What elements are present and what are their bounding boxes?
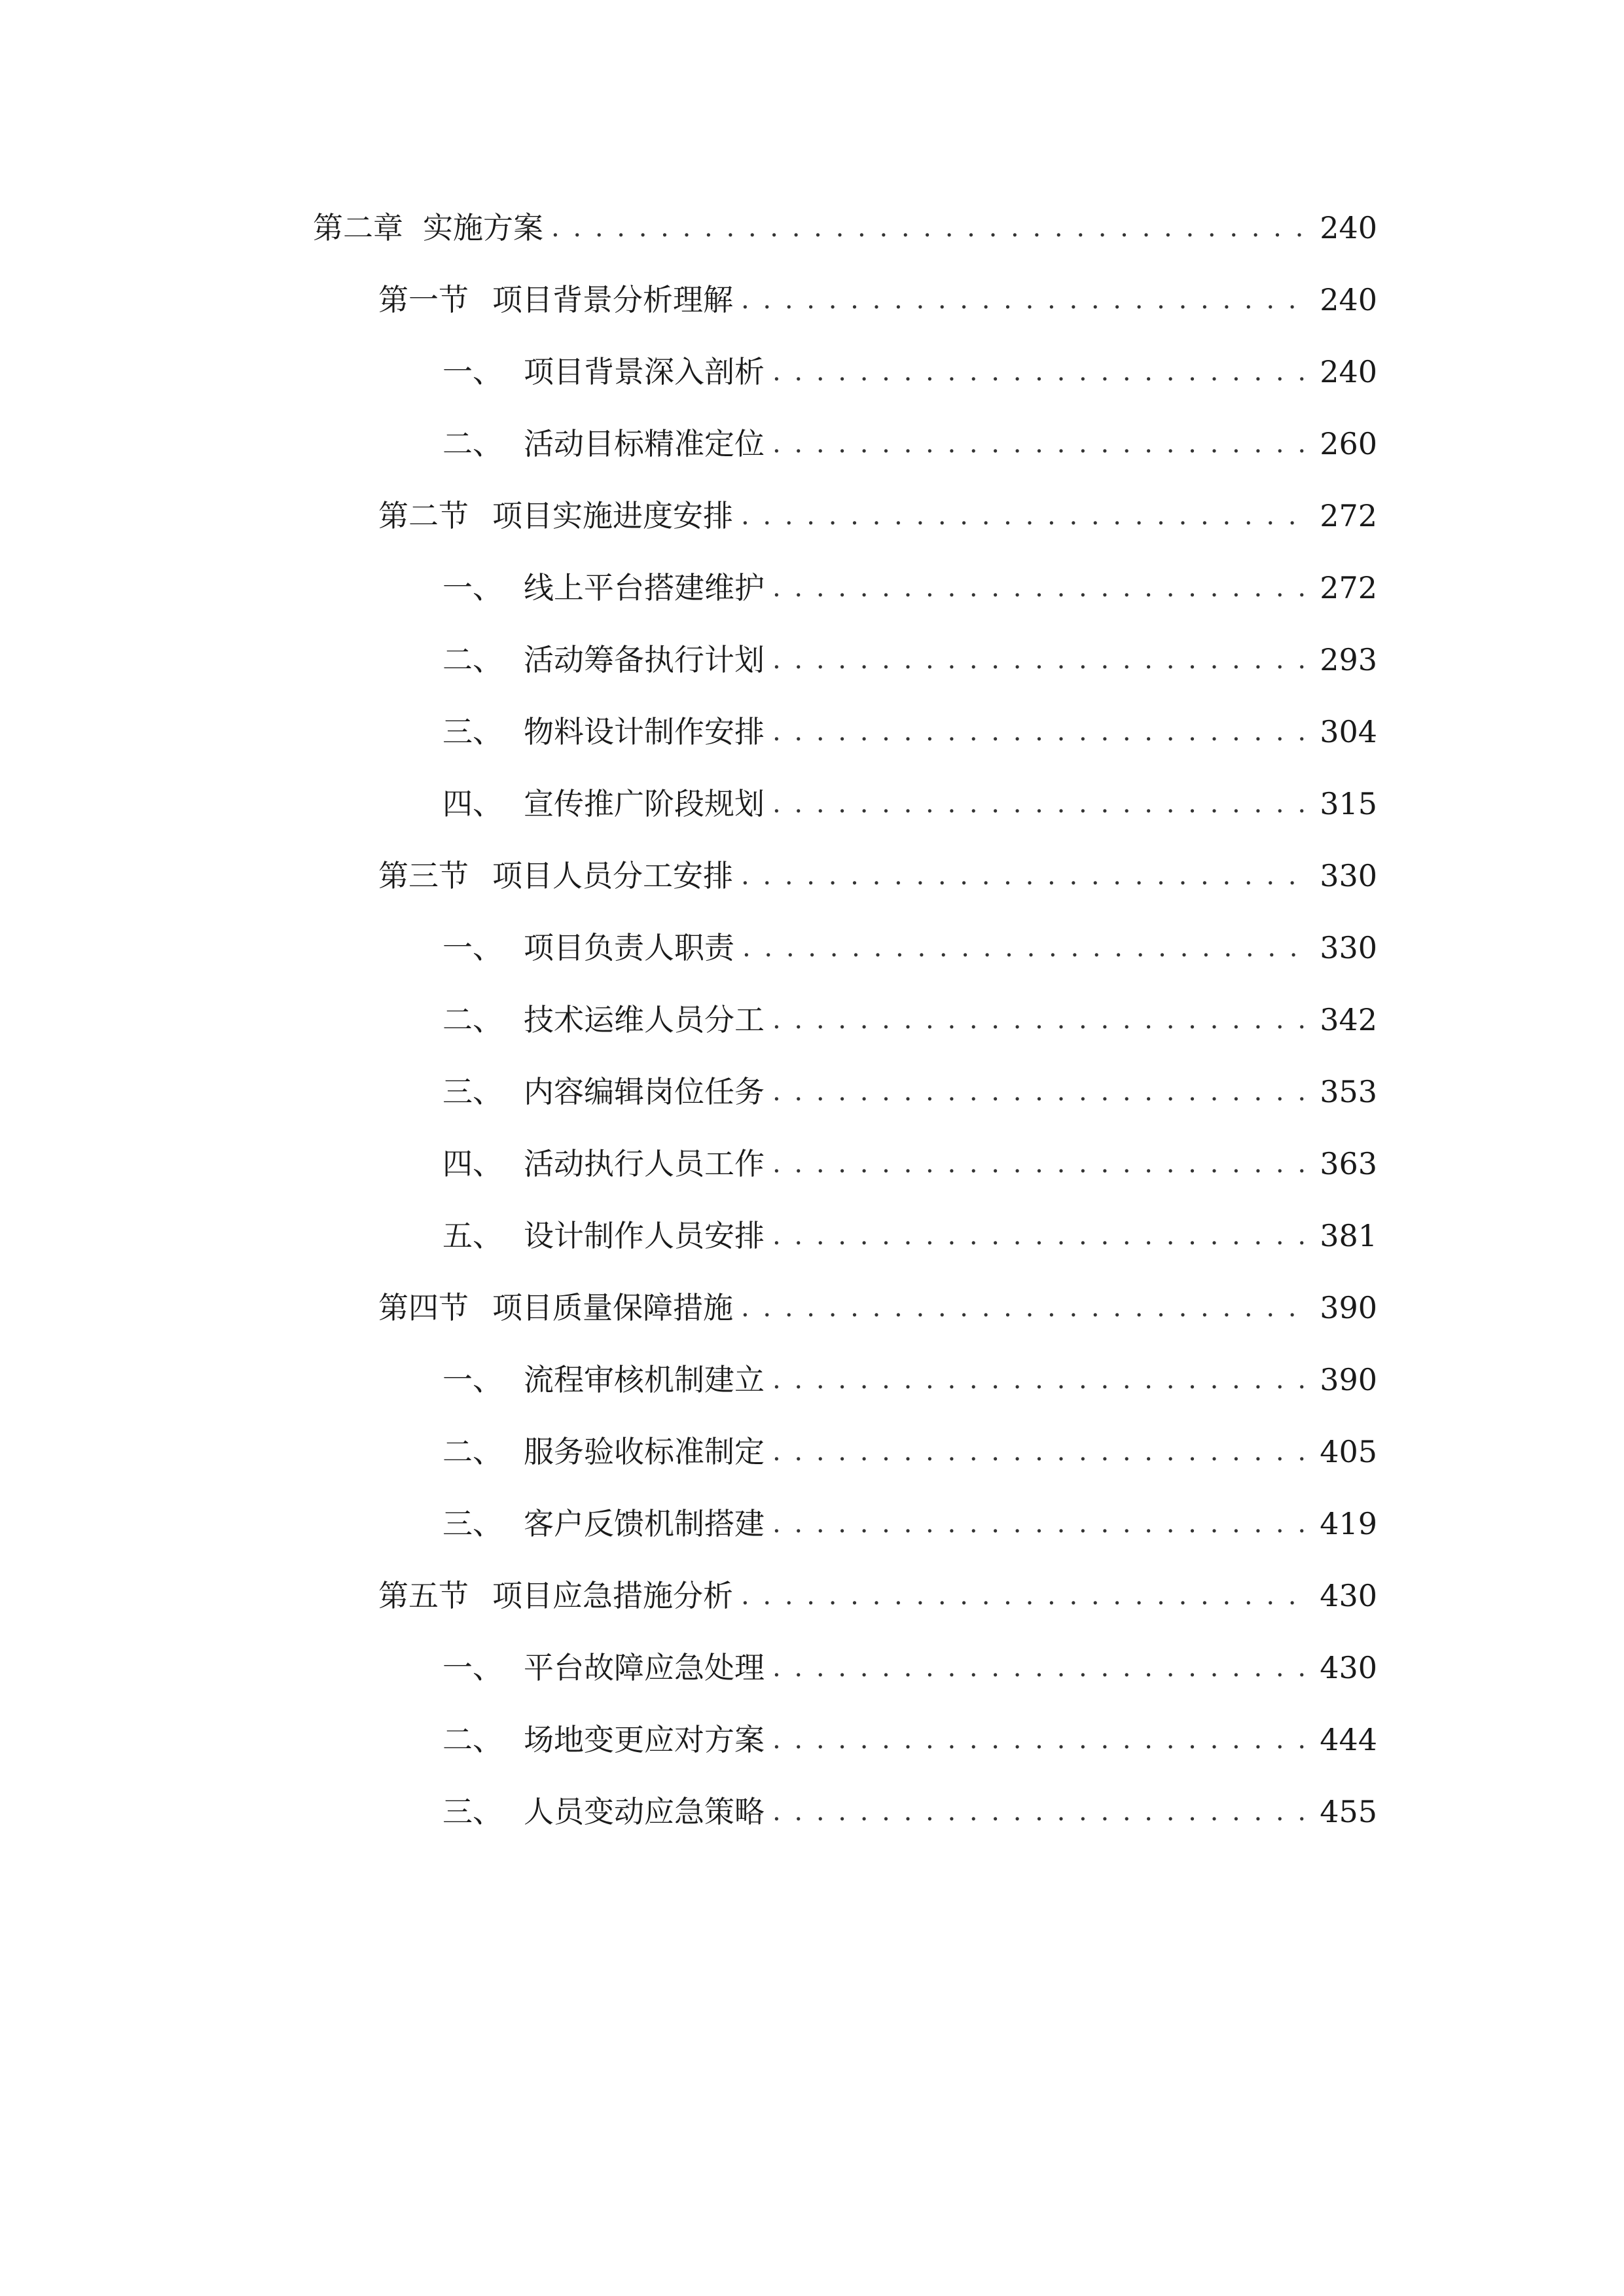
toc-entry-number: 第二节 (378, 498, 469, 533)
toc-subsection-entry[interactable] (442, 1429, 1377, 1475)
toc-page-number: 315 (1320, 786, 1377, 821)
toc-subsection-entry[interactable] (442, 1141, 1377, 1187)
toc-entry-number: 第三节 (378, 858, 469, 893)
toc-dot-leader (551, 205, 1310, 251)
toc-subsection-entry[interactable] (442, 421, 1377, 467)
toc-page-number: 293 (1320, 642, 1377, 677)
toc-page-number: 405 (1320, 1434, 1377, 1469)
toc-dot-leader (772, 565, 1310, 611)
toc-page-number: 419 (1320, 1506, 1377, 1541)
toc-subsection-entry[interactable] (442, 637, 1377, 683)
toc-dot-leader (772, 1213, 1310, 1259)
toc-entry-number: 五、 (442, 1218, 503, 1253)
toc-entry-number: 三、 (442, 1506, 503, 1541)
toc-entry-title: 活动筹备执行计划 (524, 642, 765, 677)
toc-page-number: 330 (1320, 858, 1377, 893)
toc-dot-leader (772, 1357, 1310, 1403)
toc-page-number: 240 (1320, 354, 1377, 389)
toc-entry-number: 二、 (442, 426, 503, 461)
toc-subsection-entry[interactable] (442, 1645, 1377, 1691)
toc-dot-leader (772, 997, 1310, 1043)
toc-dot-leader (772, 637, 1310, 683)
toc-subsection-entry[interactable] (442, 1501, 1377, 1547)
toc-subsection-entry[interactable] (442, 709, 1377, 755)
toc-page-number: 455 (1320, 1794, 1377, 1829)
toc-entry-title: 流程审核机制建立 (524, 1362, 765, 1397)
toc-entry-title: 项目负责人职责 (524, 930, 734, 965)
toc-entry-number: 三、 (442, 714, 503, 749)
toc-page-number: 390 (1320, 1362, 1377, 1397)
toc-entry-number: 二、 (442, 1434, 503, 1469)
toc-section-entry[interactable] (378, 1573, 1377, 1619)
toc-entry-number: 四、 (442, 786, 503, 821)
toc-section-entry[interactable] (378, 493, 1377, 539)
toc-subsection-entry[interactable] (442, 1213, 1377, 1259)
toc-entry-title: 线上平台搭建维护 (524, 570, 765, 605)
toc-entry-number: 二、 (442, 642, 503, 677)
toc-entry-number: 一、 (442, 930, 503, 965)
toc-entry-number: 二、 (442, 1002, 503, 1037)
toc-dot-leader (741, 853, 1310, 899)
toc-subsection-entry[interactable] (442, 349, 1377, 395)
toc-subsection-entry[interactable] (442, 1069, 1377, 1115)
toc-entry-title: 技术运维人员分工 (524, 1002, 765, 1037)
toc-page-number: 342 (1320, 1002, 1377, 1037)
toc-entry-title: 内容编辑岗位任务 (524, 1074, 765, 1109)
toc-dot-leader (772, 1429, 1310, 1475)
toc-entry-title: 项目质量保障措施 (492, 1290, 733, 1325)
toc-entry-number: 一、 (442, 354, 503, 389)
toc-entry-number: 第五节 (378, 1578, 469, 1613)
toc-page-number: 272 (1320, 570, 1377, 605)
toc-entry-title: 设计制作人员安排 (524, 1218, 765, 1253)
toc-entry-title: 项目背景深入剖析 (524, 354, 765, 389)
toc-chapter-entry[interactable] (313, 205, 1377, 251)
toc-entry-number: 第二章 (313, 210, 403, 245)
toc-page-number: 330 (1320, 930, 1377, 965)
toc-dot-leader (772, 421, 1310, 467)
toc-section-entry[interactable] (378, 277, 1377, 323)
toc-page-number: 444 (1320, 1722, 1377, 1757)
toc-page-number: 240 (1320, 210, 1377, 245)
toc-entry-number: 三、 (442, 1794, 503, 1829)
toc-page-number: 381 (1320, 1218, 1377, 1253)
toc-page-number: 260 (1320, 426, 1377, 461)
toc-entry-title: 平台故障应急处理 (524, 1650, 765, 1685)
toc-page-number: 430 (1320, 1578, 1377, 1613)
toc-section-entry[interactable] (378, 1285, 1377, 1331)
toc-entry-title: 物料设计制作安排 (524, 714, 765, 749)
toc-entry-title: 宣传推广阶段规划 (524, 786, 765, 821)
toc-entry-title: 项目应急措施分析 (492, 1578, 733, 1613)
toc-page-number: 390 (1320, 1290, 1377, 1325)
toc-subsection-entry[interactable] (442, 1789, 1377, 1835)
toc-entry-number: 第一节 (378, 282, 469, 317)
toc-dot-leader (772, 1141, 1310, 1187)
toc-page-number: 363 (1320, 1146, 1377, 1181)
toc-page-number: 272 (1320, 498, 1377, 533)
toc-entry-number: 一、 (442, 570, 503, 605)
toc-dot-leader (741, 1573, 1310, 1619)
toc-dot-leader (741, 1285, 1310, 1331)
toc-entry-title: 场地变更应对方案 (524, 1722, 765, 1757)
toc-dot-leader (741, 493, 1310, 539)
toc-dot-leader (772, 349, 1310, 395)
toc-dot-leader (772, 1789, 1310, 1835)
toc-entry-title: 项目背景分析理解 (492, 282, 733, 317)
toc-entry-number: 三、 (442, 1074, 503, 1109)
toc-entry-title: 服务验收标准制定 (524, 1434, 765, 1469)
toc-entry-number: 四、 (442, 1146, 503, 1181)
toc-subsection-entry[interactable] (442, 925, 1377, 971)
toc-entry-number: 一、 (442, 1362, 503, 1397)
toc-dot-leader (772, 1069, 1310, 1115)
toc-entry-number: 第四节 (378, 1290, 469, 1325)
toc-entry-title: 实施方案 (423, 210, 543, 245)
toc-page-number: 240 (1320, 282, 1377, 317)
toc-entry-title: 客户反馈机制搭建 (524, 1506, 765, 1541)
toc-entry-title: 活动执行人员工作 (524, 1146, 765, 1181)
toc-page-number: 304 (1320, 714, 1377, 749)
toc-subsection-entry[interactable] (442, 997, 1377, 1043)
toc-subsection-entry[interactable] (442, 1717, 1377, 1763)
toc-entry-title: 项目人员分工安排 (492, 858, 733, 893)
toc-section-entry[interactable] (378, 853, 1377, 899)
toc-subsection-entry[interactable] (442, 1357, 1377, 1403)
toc-dot-leader (742, 925, 1310, 971)
toc-entry-number: 一、 (442, 1650, 503, 1685)
toc-entry-title: 项目实施进度安排 (492, 498, 733, 533)
toc-dot-leader (772, 1501, 1310, 1547)
toc-entry-title: 活动目标精准定位 (524, 426, 765, 461)
toc-dot-leader (772, 1717, 1310, 1763)
toc-entry-title: 人员变动应急策略 (524, 1794, 765, 1829)
toc-dot-leader (741, 277, 1310, 323)
toc-page-number: 353 (1320, 1074, 1377, 1109)
toc-page-number: 430 (1320, 1650, 1377, 1685)
toc-subsection-entry[interactable] (442, 781, 1377, 827)
toc-dot-leader (772, 1645, 1310, 1691)
toc-dot-leader (772, 781, 1310, 827)
toc-dot-leader (772, 709, 1310, 755)
toc-subsection-entry[interactable] (442, 565, 1377, 611)
toc-entry-number: 二、 (442, 1722, 503, 1757)
